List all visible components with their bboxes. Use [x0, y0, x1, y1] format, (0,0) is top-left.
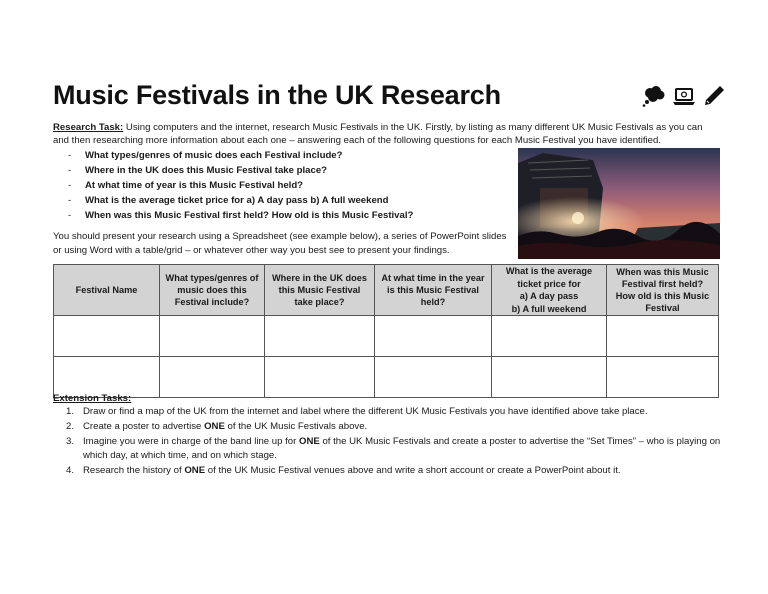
extension-task-number: 3.: [66, 436, 75, 447]
table-cell[interactable]: [54, 316, 160, 357]
research-task-label: Research Task:: [53, 122, 124, 133]
table-cell[interactable]: [54, 357, 160, 398]
table-cell[interactable]: [375, 316, 492, 357]
table-row: [54, 316, 719, 357]
extension-task-text: of the UK Music Festival venues above and write a short account or create a PowerPoint about it.: [205, 465, 621, 476]
table-row: [54, 357, 719, 398]
question-item: - At what time of year is this Music Festival held?: [68, 178, 413, 193]
extension-task-item: [53, 405, 723, 419]
column-header-time-of-year: At what time in the year is this Music Festival held?: [375, 265, 492, 316]
column-header-first-held: When was this Music Festival first held? How old is this Music Festival: [607, 265, 719, 316]
table-cell[interactable]: [375, 357, 492, 398]
page-title: Music Festivals in the UK Research: [53, 80, 501, 110]
extension-task-text: Create a poster to advertise: [83, 421, 205, 432]
presentation-instructions: You should present your research using a Spreadsheet (see example below), a series of PowerPoint slides or using Word with a table/grid – or whatever other way you best see to present your findings.: [53, 231, 507, 256]
question-item: - What is the average ticket price for a) A day pass b) A full weekend: [68, 193, 413, 208]
pencil-icon: [702, 84, 726, 108]
column-header-festival-name: Festival Name: [54, 265, 160, 316]
question-item: - What types/genres of music does each Festival include?: [68, 148, 413, 163]
ticket-price-question: What is the average ticket price for a) A day pass b) A full weekend: [505, 266, 593, 314]
table-cell[interactable]: [492, 357, 607, 398]
column-header-music-genres: What types/genres of music does this Festival include?: [160, 265, 265, 316]
extension-task-text: of the UK Music Festivals above.: [224, 421, 368, 432]
column-header-location: Where in the UK does this Music Festival take place?: [265, 265, 375, 316]
extension-tasks-title: Extension Tasks:: [53, 393, 132, 404]
extension-task-item: [53, 464, 723, 478]
table-cell[interactable]: [160, 316, 265, 357]
thought-cloud-icon: [642, 85, 666, 107]
extension-task-text: Draw or find a map of the UK from the internet and label where the different UK Music Festivals you have identified above take place.: [83, 406, 648, 417]
extension-task-text: Research the history of: [83, 465, 185, 476]
research-task-text: Using computers and the internet, research Music Festivals in the UK. Firstly, by listing as many different UK Music Festivals as you can and then researching more information about each one – answering each of the following questions for each Music Festival you have identified.: [53, 122, 703, 146]
header-icons: [642, 84, 726, 108]
table-cell[interactable]: [492, 316, 607, 357]
table-header-row: [54, 265, 719, 316]
extension-task-emphasis: ONE: [184, 465, 206, 476]
laptop-icon: [672, 86, 696, 106]
research-table: [53, 264, 719, 398]
extension-task-number: 1.: [66, 406, 75, 417]
extension-task-emphasis: ONE: [299, 436, 320, 447]
extension-tasks-list: [53, 405, 723, 479]
extension-task-number: 2.: [66, 421, 75, 432]
table-cell[interactable]: [607, 316, 719, 357]
festival-crowd-photo: [518, 148, 720, 259]
extension-task-item: [53, 435, 723, 463]
table-cell[interactable]: [265, 316, 375, 357]
extension-task-text: of the UK Music Festivals and create a poster to advertise the “Set Times” – who is playing on which day, at which time, and on which stage.: [83, 436, 721, 461]
table-cell[interactable]: [265, 357, 375, 398]
table-cell[interactable]: [607, 357, 719, 398]
extension-task-item: [53, 420, 723, 434]
extension-task-number: 4.: [66, 465, 75, 476]
question-item: - Where in the UK does this Music Festival take place?: [68, 163, 413, 178]
extension-task-text: Imagine you were in charge of the band line up for: [83, 436, 299, 447]
column-header-ticket-price: [492, 265, 607, 316]
question-item: - When was this Music Festival first held? How old is this Music Festival?: [68, 208, 413, 223]
extension-task-emphasis: ONE: [204, 421, 225, 432]
research-task-paragraph: [53, 121, 718, 147]
table-cell[interactable]: [160, 357, 265, 398]
research-questions: [68, 148, 413, 223]
